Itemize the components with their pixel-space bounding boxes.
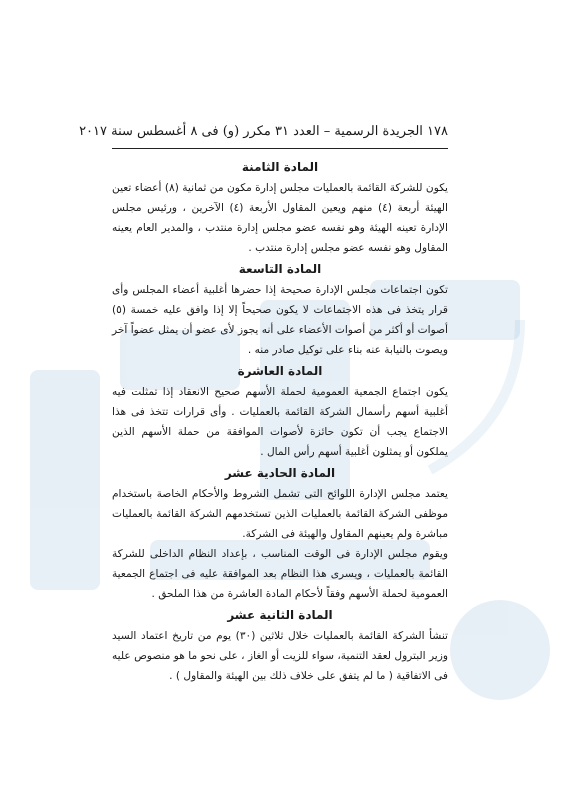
article-11 <box>112 466 448 604</box>
article-paragraph: ويقوم مجلس الإدارة فى الوقت المناسب ، بإعداد النظام الداخلى للشركة القائمة بالعمليات ، ويسرى هذا النظام بعد الموافقة عليه فى اجتماع الجمعية العمومية لحملة الأسهم وفقاً لأحكام المادة العاشرة من هذا الملحق . <box>112 548 448 600</box>
article-paragraph: يعتمد مجلس الإدارة اللوائح التى تشمل الشروط والأحكام الخاصة باستخدام موظفى الشركة القائمة بالعمليات الذين تستخدمهم الشركة القائمة بالعمليات مباشرة ولم يعينهم المقاول والهيئة فى الشركة. <box>112 488 448 540</box>
article-12 <box>112 608 448 686</box>
document-body <box>112 158 448 690</box>
article-9 <box>112 262 448 360</box>
article-title: المادة الحادية عشر <box>224 466 336 480</box>
article-title: المادة الثامنة <box>241 160 319 174</box>
page-header: ١٧٨ الجريدة الرسمية – العدد ٣١ مكرر (و) فى ٨ أغسطس سنة ٢٠١٧ <box>79 124 448 139</box>
article-title: المادة العاشرة <box>237 364 323 378</box>
article-paragraph: تكون اجتماعات مجلس الإدارة صحيحة إذا حضرها أغلبية أعضاء المجلس وأى قرار يتخذ فى هذه الاجتماعات لا يكون صحيحاً إلا إذا وافق عليه خمسة (٥) أصوات أو أكثر من أصوات الأعضاء على أنه يجوز لأى عضو أن يمثل عضواً آخر ويصوت بالنيابة عنه بناء على توكيل صادر منه . <box>112 284 448 356</box>
article-paragraph: يكون للشركة القائمة بالعمليات مجلس إدارة مكون من ثمانية (٨) أعضاء تعين الهيئة أربعة (٤) منهم ويعين المقاول الأربعة (٤) الآخرين ، ورئيس مجلس الإدارة تعينه الهيئة وهو نفسه عضو مجلس إدارة منتدب ، والمدير العام يعينه المقاول وهو نفسه عضو مجلس إدارة منتدب . <box>112 182 448 254</box>
article-10 <box>112 364 448 462</box>
article-title: المادة الثانية عشر <box>227 608 333 622</box>
article-8 <box>112 160 448 258</box>
header-divider <box>112 148 448 149</box>
article-paragraph: يكون اجتماع الجمعية العمومية لحملة الأسهم صحيح الانعقاد إذا تمثلت فيه أغلبية أسهم رأسمال الشركة القائمة بالعمليات . وأى قرارات تتخذ فى هذا الاجتماع يجب أن تكون حائزة لأصوات الموافقة من حملة الأسهم الذين يملكون أو يمثلون أغلبية أسهم رأس المال . <box>112 386 448 458</box>
article-title: المادة التاسعة <box>238 262 322 276</box>
article-paragraph: تنشأ الشركة القائمة بالعمليات خلال ثلاثين (٣٠) يوم من تاريخ اعتماد السيد وزير البترول لعقد التنمية، سواء للزيت أو الغاز ، على نحو ما هو منصوص عليه فى الاتفاقية ( ما لم يتفق على خلاف ذلك بين الهيئة والمقاول ) . <box>112 630 449 682</box>
